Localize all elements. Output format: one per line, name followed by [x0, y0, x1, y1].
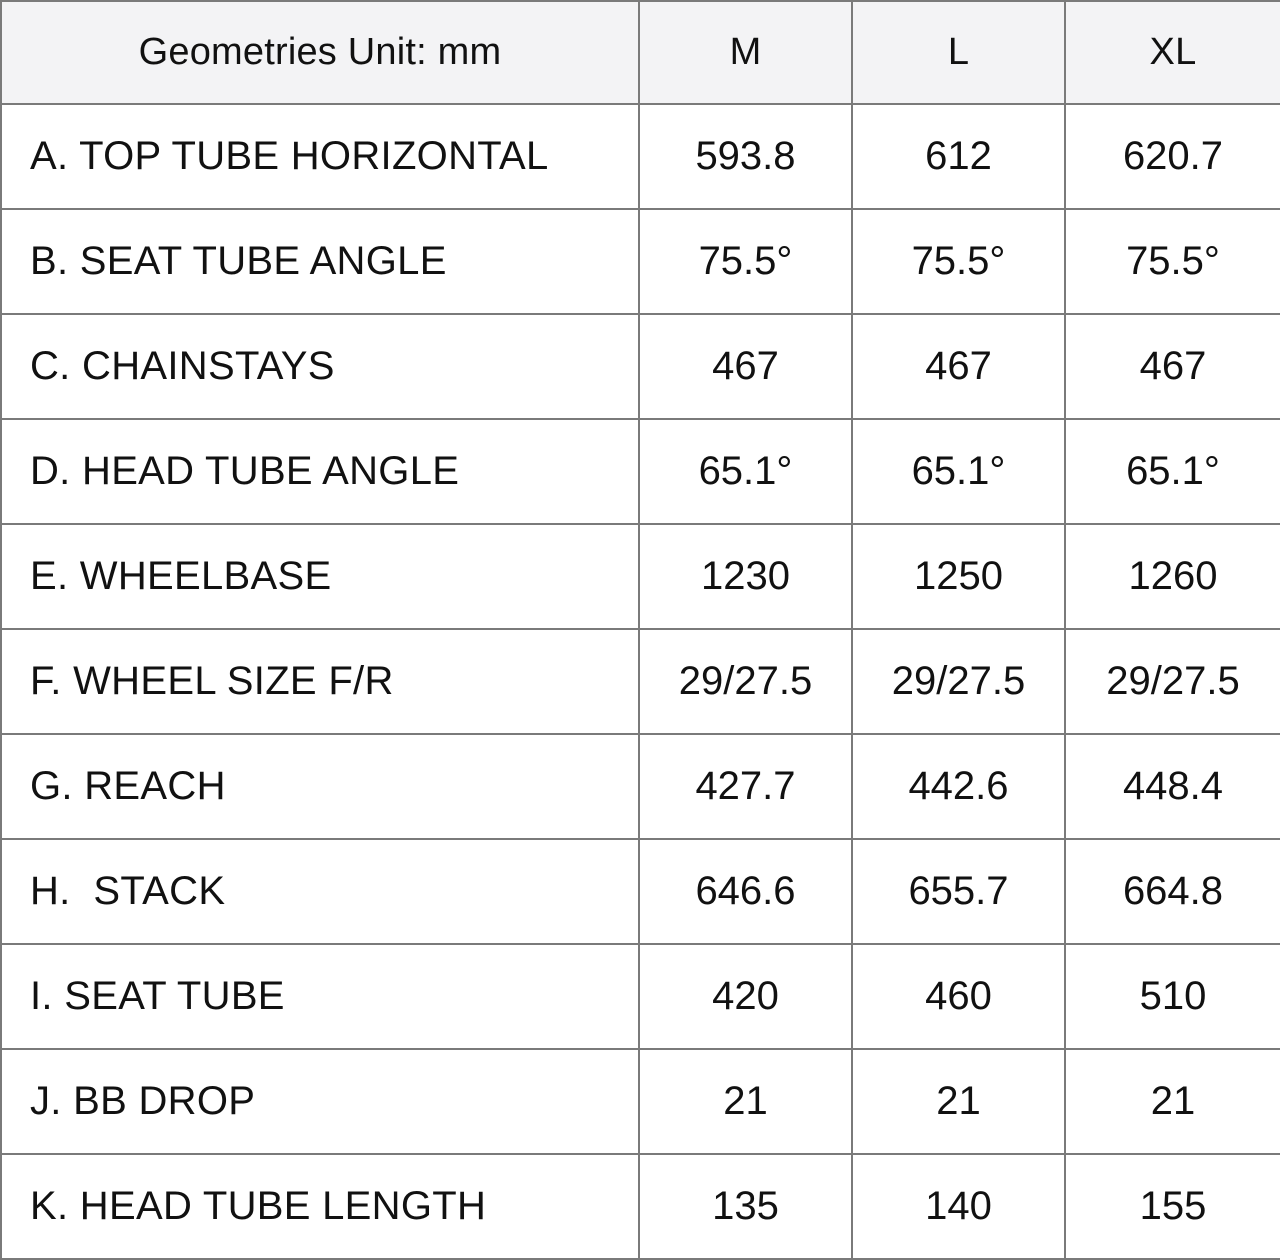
value-cell-xl: 510	[1065, 944, 1280, 1049]
value-cell-xl: 65.1°	[1065, 419, 1280, 524]
value-cell-xl: 664.8	[1065, 839, 1280, 944]
table-row	[1, 419, 1280, 524]
row-label: B. SEAT TUBE ANGLE	[30, 239, 447, 283]
row-label-cell	[1, 1154, 639, 1259]
value-cell-m: 1230	[639, 524, 852, 629]
table-row	[1, 209, 1280, 314]
row-label-cell	[1, 629, 639, 734]
table-row	[1, 1154, 1280, 1259]
value-cell-m: 427.7	[639, 734, 852, 839]
row-label-cell	[1, 944, 639, 1049]
value-cell-xl: 21	[1065, 1049, 1280, 1154]
value-cell-xl: 467	[1065, 314, 1280, 419]
value-cell-m: 75.5°	[639, 209, 852, 314]
row-label: F. WHEEL SIZE F/R	[30, 659, 394, 703]
table-body	[1, 104, 1280, 1259]
table-row	[1, 1049, 1280, 1154]
header-title: Geometries Unit: mm	[1, 1, 639, 104]
value-cell-m: 467	[639, 314, 852, 419]
header-size-l: L	[852, 1, 1065, 104]
value-cell-xl: 1260	[1065, 524, 1280, 629]
value-cell-m: 593.8	[639, 104, 852, 209]
row-label: D. HEAD TUBE ANGLE	[30, 449, 460, 493]
row-label: K. HEAD TUBE LENGTH	[30, 1184, 487, 1228]
value-cell-m: 135	[639, 1154, 852, 1259]
table-row	[1, 104, 1280, 209]
row-label-cell	[1, 419, 639, 524]
header-size-xl: XL	[1065, 1, 1280, 104]
row-label: C. CHAINSTAYS	[30, 344, 335, 388]
row-label-cell	[1, 524, 639, 629]
row-label: E. WHEELBASE	[30, 554, 332, 598]
table-row	[1, 314, 1280, 419]
value-cell-xl: 75.5°	[1065, 209, 1280, 314]
value-cell-l: 1250	[852, 524, 1065, 629]
row-label-cell	[1, 104, 639, 209]
value-cell-l: 612	[852, 104, 1065, 209]
value-cell-m: 65.1°	[639, 419, 852, 524]
row-label: A. TOP TUBE HORIZONTAL	[30, 134, 549, 178]
row-label-cell	[1, 209, 639, 314]
table-row	[1, 839, 1280, 944]
row-label: I. SEAT TUBE	[30, 974, 285, 1018]
value-cell-l: 65.1°	[852, 419, 1065, 524]
value-cell-l: 460	[852, 944, 1065, 1049]
value-cell-l: 21	[852, 1049, 1065, 1154]
row-label-cell	[1, 314, 639, 419]
value-cell-xl: 155	[1065, 1154, 1280, 1259]
value-cell-l: 140	[852, 1154, 1065, 1259]
value-cell-l: 75.5°	[852, 209, 1065, 314]
row-label-cell	[1, 839, 639, 944]
value-cell-m: 420	[639, 944, 852, 1049]
table-row	[1, 944, 1280, 1049]
row-label: H. STACK	[30, 869, 226, 913]
header-row	[1, 1, 1280, 104]
value-cell-l: 29/27.5	[852, 629, 1065, 734]
table-row	[1, 734, 1280, 839]
value-cell-m: 21	[639, 1049, 852, 1154]
header-size-m: M	[639, 1, 852, 104]
value-cell-l: 467	[852, 314, 1065, 419]
value-cell-xl: 620.7	[1065, 104, 1280, 209]
value-cell-m: 29/27.5	[639, 629, 852, 734]
table-row	[1, 524, 1280, 629]
value-cell-m: 646.6	[639, 839, 852, 944]
row-label-cell	[1, 1049, 639, 1154]
row-label: J. BB DROP	[30, 1079, 256, 1123]
value-cell-xl: 29/27.5	[1065, 629, 1280, 734]
value-cell-l: 442.6	[852, 734, 1065, 839]
value-cell-xl: 448.4	[1065, 734, 1280, 839]
row-label-cell	[1, 734, 639, 839]
row-label: G. REACH	[30, 764, 226, 808]
value-cell-l: 655.7	[852, 839, 1065, 944]
table-row	[1, 629, 1280, 734]
